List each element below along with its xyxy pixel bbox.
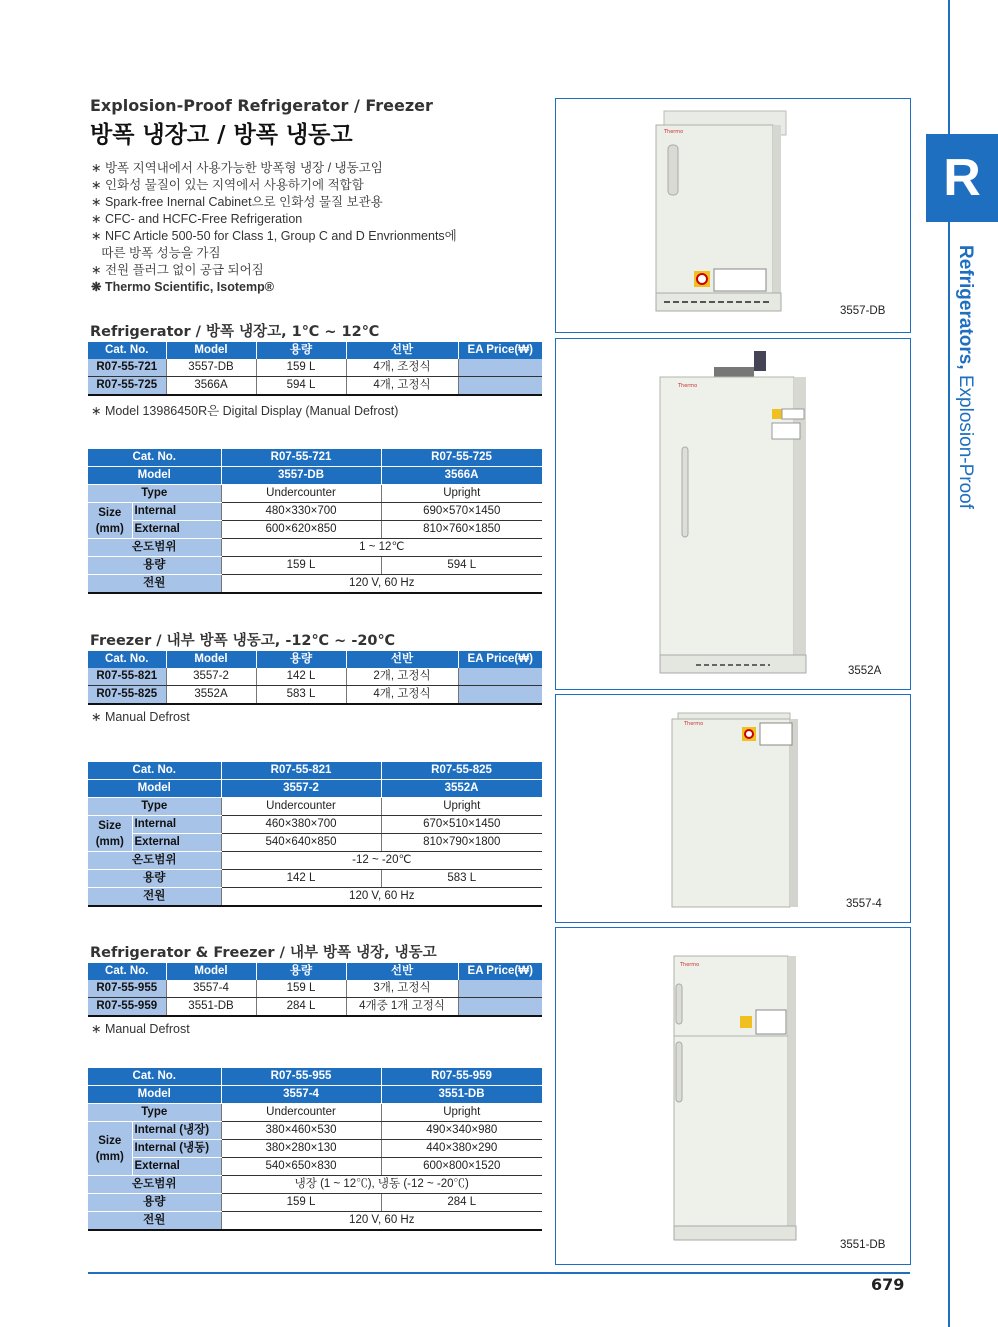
- spec-value: Upright: [381, 798, 542, 816]
- table-cell: 159 L: [256, 359, 346, 377]
- table-cell: 284 L: [256, 998, 346, 1017]
- feature-item: ∗ 인화성 물질이 있는 지역에서 사용하기에 적합함: [91, 178, 364, 192]
- page-title-english: Explosion-Proof Refrigerator / Freezer: [90, 96, 433, 115]
- spec-cat-no: R07-55-821: [221, 762, 381, 780]
- row-label: 온도범위: [88, 1176, 221, 1194]
- table-cell: 159 L: [256, 980, 346, 998]
- table-cell: 4개, 고정식: [346, 686, 458, 705]
- table-row: [88, 359, 542, 377]
- row-label: Type: [88, 485, 221, 503]
- size-label: Size (mm): [88, 1122, 132, 1176]
- spec-row: [88, 1104, 542, 1122]
- column-header: 용량: [256, 342, 346, 359]
- cat-no-cell: R07-55-959: [88, 998, 166, 1017]
- size-sub-label: Internal (냉동): [132, 1140, 221, 1158]
- spec-cat-no: R07-55-725: [381, 449, 542, 467]
- spec-table: [88, 762, 543, 907]
- vertical-title-bold: Refrigerators,: [955, 245, 976, 370]
- table-cell: 142 L: [256, 668, 346, 686]
- size-sub-label: Internal: [132, 503, 221, 521]
- spec-header-row: [88, 1068, 542, 1086]
- row-label: Cat. No.: [88, 449, 221, 467]
- table-cell: 3557-4: [166, 980, 256, 998]
- freezer-3557-4-image: [556, 695, 910, 922]
- spec-value: Undercounter: [221, 1104, 381, 1122]
- photo-frame: [555, 694, 911, 923]
- row-label: Model: [88, 780, 221, 798]
- size-label: Size (mm): [88, 503, 132, 539]
- spec-header-row: [88, 780, 542, 798]
- svg-text:Thermo: Thermo: [680, 962, 700, 968]
- spec-value: 810×790×1800: [381, 834, 542, 852]
- spec-cat-no: R07-55-955: [221, 1068, 381, 1086]
- cat-no-cell: R07-55-955: [88, 980, 166, 998]
- spec-header-row: [88, 467, 542, 485]
- row-label: 온도범위: [88, 539, 221, 557]
- spec-value: 690×570×1450: [381, 503, 542, 521]
- size-sub-label: Internal (냉장): [132, 1122, 221, 1140]
- feature-item: ∗ CFC- and HCFC-Free Refrigeration: [91, 212, 303, 226]
- vertical-section-title: [944, 245, 984, 575]
- brand-line: ❋ Thermo Scientific, Isotemp®: [91, 280, 274, 294]
- spec-header-row: [88, 449, 542, 467]
- column-header: 용량: [256, 651, 346, 668]
- svg-text:Thermo: Thermo: [684, 721, 704, 727]
- column-header: Cat. No.: [88, 963, 166, 980]
- feature-list: [91, 160, 457, 296]
- table-row: [88, 377, 542, 396]
- row-label: 용량: [88, 1194, 221, 1212]
- column-header: Cat. No.: [88, 651, 166, 668]
- price-cell: [458, 377, 542, 396]
- photo-frame: [555, 98, 911, 333]
- order-table: [88, 963, 542, 1017]
- spec-row: [88, 1194, 542, 1212]
- spec-value: 460×380×700: [221, 816, 381, 834]
- order-table: [88, 651, 542, 705]
- feature-item: ∗ 방폭 지역내에서 사용가능한 방폭형 냉장 / 냉동고임: [91, 161, 383, 175]
- table-cell: 4개, 조정식: [346, 359, 458, 377]
- spec-row: [88, 1158, 542, 1176]
- page-title-korean: 방폭 냉장고 / 방폭 냉동고: [90, 122, 353, 148]
- spec-value: Upright: [381, 485, 542, 503]
- spec-row: [88, 834, 542, 852]
- spec-value: 490×340×980: [381, 1122, 542, 1140]
- spec-cat-no: R07-55-721: [221, 449, 381, 467]
- spec-row: [88, 557, 542, 575]
- photo-caption: 3551-DB: [840, 1239, 886, 1251]
- row-label: 용량: [88, 557, 221, 575]
- size-sub-label: External: [132, 1158, 221, 1176]
- spec-value: 284 L: [381, 1194, 542, 1212]
- row-label: Model: [88, 467, 221, 485]
- spec-model: 3557-4: [221, 1086, 381, 1104]
- table-cell: 3557-DB: [166, 359, 256, 377]
- table-cell: 3552A: [166, 686, 256, 705]
- section-note: ∗ Manual Defrost: [91, 710, 190, 724]
- spec-value: 594 L: [381, 557, 542, 575]
- cat-no-cell: R07-55-721: [88, 359, 166, 377]
- spec-row: [88, 1212, 542, 1231]
- refrigerator-3557-db-image: [556, 99, 910, 332]
- column-header: Model: [166, 651, 256, 668]
- section-letter: R: [943, 149, 981, 207]
- column-header: EA Price(₩): [458, 342, 542, 359]
- price-cell: [458, 686, 542, 705]
- order-table-header: [88, 963, 542, 980]
- order-table-header: [88, 651, 542, 668]
- row-label: 전원: [88, 1212, 221, 1231]
- table-cell: 3551-DB: [166, 998, 256, 1017]
- spec-value: 540×640×850: [221, 834, 381, 852]
- refrigerator-freezer-3551-db-image: [556, 928, 910, 1264]
- size-label: Size (mm): [88, 816, 132, 852]
- row-label: Cat. No.: [88, 1068, 221, 1086]
- spec-model: 3552A: [381, 780, 542, 798]
- spec-value: -12 ~ -20℃: [221, 852, 542, 870]
- price-cell: [458, 668, 542, 686]
- cat-no-cell: R07-55-725: [88, 377, 166, 396]
- feature-item: ∗ 전원 플러그 없이 공급 되어짐: [91, 263, 264, 277]
- spec-row: [88, 575, 542, 594]
- spec-table: [88, 449, 543, 594]
- price-cell: [458, 998, 542, 1017]
- spec-value: 159 L: [221, 1194, 381, 1212]
- section-tab: [926, 134, 998, 222]
- spec-header-row: [88, 1086, 542, 1104]
- row-label: Type: [88, 1104, 221, 1122]
- cat-no-cell: R07-55-821: [88, 668, 166, 686]
- spec-value: 1 ~ 12℃: [221, 539, 542, 557]
- feature-item: 따른 방폭 성능을 가짐: [91, 246, 221, 260]
- column-header: 선반: [346, 963, 458, 980]
- column-header: EA Price(₩): [458, 963, 542, 980]
- spec-value: 583 L: [381, 870, 542, 888]
- spec-row: [88, 1140, 542, 1158]
- spec-value: Upright: [381, 1104, 542, 1122]
- row-label: 전원: [88, 575, 221, 594]
- freezer-3552a-image: [556, 339, 910, 689]
- section-title: Refrigerator & Freezer / 내부 방폭 냉장, 냉동고: [90, 945, 437, 961]
- table-row: [88, 668, 542, 686]
- spec-row: [88, 888, 542, 907]
- spec-model: 3557-2: [221, 780, 381, 798]
- spec-row: [88, 539, 542, 557]
- spec-model: 3566A: [381, 467, 542, 485]
- spec-value: 380×280×130: [221, 1140, 381, 1158]
- order-table: [88, 342, 542, 396]
- section-title: Refrigerator / 방폭 냉장고, 1℃ ~ 12℃: [90, 324, 380, 340]
- photo-caption: 3557-DB: [840, 305, 886, 317]
- price-cell: [458, 359, 542, 377]
- table-cell: 2개, 고정식: [346, 668, 458, 686]
- spec-row: [88, 798, 542, 816]
- row-label: Type: [88, 798, 221, 816]
- row-label: 온도범위: [88, 852, 221, 870]
- table-row: [88, 980, 542, 998]
- spec-value: 냉장 (1 ~ 12℃), 냉동 (-12 ~ -20℃): [221, 1176, 542, 1194]
- spec-model: 3551-DB: [381, 1086, 542, 1104]
- page-number: 679: [871, 1275, 905, 1294]
- svg-text:Thermo: Thermo: [678, 383, 698, 389]
- table-cell: 3개, 고정식: [346, 980, 458, 998]
- price-cell: [458, 980, 542, 998]
- section-note: ∗ Manual Defrost: [91, 1022, 190, 1036]
- table-row: [88, 686, 542, 705]
- row-label: Cat. No.: [88, 762, 221, 780]
- spec-value: Undercounter: [221, 485, 381, 503]
- column-header: 선반: [346, 342, 458, 359]
- spec-row: [88, 1176, 542, 1194]
- spec-value: 600×800×1520: [381, 1158, 542, 1176]
- table-cell: 3566A: [166, 377, 256, 396]
- spec-row: [88, 852, 542, 870]
- spec-row: [88, 521, 542, 539]
- spec-row: [88, 503, 542, 521]
- photo-frame: [555, 927, 911, 1265]
- spec-row: [88, 1122, 542, 1140]
- row-label: 용량: [88, 870, 221, 888]
- size-sub-label: Internal: [132, 816, 221, 834]
- size-sub-label: External: [132, 834, 221, 852]
- column-header: Model: [166, 963, 256, 980]
- column-header: 선반: [346, 651, 458, 668]
- spec-model: 3557-DB: [221, 467, 381, 485]
- spec-value: 440×380×290: [381, 1140, 542, 1158]
- spec-table: [88, 1068, 543, 1231]
- size-sub-label: External: [132, 521, 221, 539]
- photo-caption: 3552A: [848, 665, 882, 677]
- table-cell: 4개중 1개 고정식: [346, 998, 458, 1017]
- row-label: 전원: [88, 888, 221, 907]
- table-cell: 583 L: [256, 686, 346, 705]
- table-cell: 4개, 고정식: [346, 377, 458, 396]
- spec-row: [88, 816, 542, 834]
- column-header: EA Price(₩): [458, 651, 542, 668]
- spec-row: [88, 485, 542, 503]
- spec-value: 120 V, 60 Hz: [221, 888, 542, 907]
- cat-no-cell: R07-55-825: [88, 686, 166, 705]
- spec-value: Undercounter: [221, 798, 381, 816]
- spec-value: 810×760×1850: [381, 521, 542, 539]
- spec-header-row: [88, 762, 542, 780]
- column-header: Cat. No.: [88, 342, 166, 359]
- photo-caption: 3557-4: [846, 898, 882, 910]
- table-cell: 3557-2: [166, 668, 256, 686]
- spec-value: 600×620×850: [221, 521, 381, 539]
- table-row: [88, 998, 542, 1017]
- section-note: ∗ Model 13986450R은 Digital Display (Manual Defrost): [91, 404, 399, 418]
- photo-frame: [555, 338, 911, 690]
- svg-text:Thermo: Thermo: [664, 129, 684, 135]
- spec-value: 670×510×1450: [381, 816, 542, 834]
- footer-rule: [88, 1272, 910, 1274]
- spec-value: 480×330×700: [221, 503, 381, 521]
- column-header: Model: [166, 342, 256, 359]
- row-label: Model: [88, 1086, 221, 1104]
- section-title: Freezer / 내부 방폭 냉동고, -12℃ ~ -20℃: [90, 633, 396, 649]
- spec-cat-no: R07-55-959: [381, 1068, 542, 1086]
- feature-item: ∗ NFC Article 500-50 for Class 1, Group C and D Envrionments에: [91, 229, 457, 243]
- spec-row: [88, 870, 542, 888]
- spec-value: 380×460×530: [221, 1122, 381, 1140]
- spec-value: 540×650×830: [221, 1158, 381, 1176]
- spec-value: 120 V, 60 Hz: [221, 1212, 542, 1231]
- column-header: 용량: [256, 963, 346, 980]
- spec-value: 142 L: [221, 870, 381, 888]
- feature-item: ∗ Spark-free Inernal Cabinet으로 인화성 물질 보관용: [91, 195, 383, 209]
- order-table-header: [88, 342, 542, 359]
- spec-value: 120 V, 60 Hz: [221, 575, 542, 594]
- table-cell: 594 L: [256, 377, 346, 396]
- vertical-title-rest: Explosion-Proof: [955, 369, 976, 510]
- spec-value: 159 L: [221, 557, 381, 575]
- spec-cat-no: R07-55-825: [381, 762, 542, 780]
